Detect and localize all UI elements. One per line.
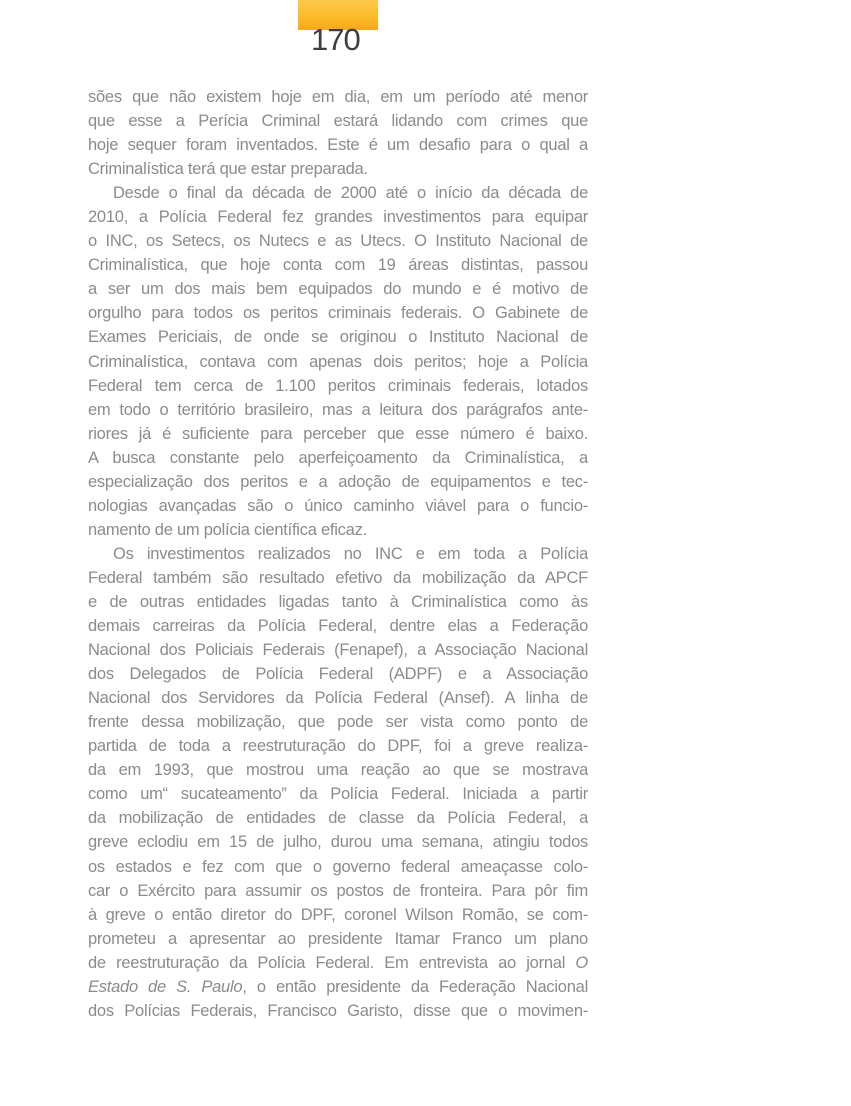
- text-line: à greve o então diretor do DPF, coronel Wilson Romão, se com-: [88, 905, 588, 924]
- text-line: da em 1993, que mostrou uma reação ao que se mostrava: [88, 761, 588, 780]
- text-line: dos Delegados de Polícia Federal (ADPF) e a Associação: [88, 665, 588, 684]
- text-line: o INC, os Setecs, os Nutecs e as Utecs. O Instituto Nacional de: [88, 232, 588, 251]
- text-line: Criminalística, que hoje conta com 19 áreas distintas, passou: [88, 256, 588, 275]
- text-line: 2010, a Polícia Federal fez grandes investimentos para equipar: [88, 208, 588, 227]
- text-line: riores já é suficiente para perceber que esse número é baixo.: [88, 424, 588, 443]
- text-line: sões que não existem hoje em dia, em um período até menor: [88, 88, 588, 106]
- text-line: orgulho para todos os peritos criminais federais. O Gabinete de: [88, 304, 588, 323]
- text-line: Criminalística terá que estar preparada.: [88, 160, 368, 179]
- text-line: Desde o final da década de 2000 até o início da década de: [113, 184, 588, 203]
- text-line: frente dessa mobilização, que pode ser vista como ponto de: [88, 713, 588, 732]
- text-line: Os investimentos realizados no INC e em toda a Polícia: [113, 544, 588, 563]
- text-line: A busca constante pelo aperfeiçoamento da Criminalística, a: [88, 448, 588, 467]
- text-line: prometeu a apresentar ao presidente Itamar Franco um plano: [88, 929, 588, 948]
- text-column: [88, 85, 588, 1023]
- text-line: Nacional dos Servidores da Polícia Federal (Ansef). A linha de: [88, 689, 588, 708]
- text-line: greve eclodiu em 15 de julho, durou uma semana, atingiu todos: [88, 833, 588, 852]
- text-line: que esse a Perícia Criminal estará lidando com crimes que: [88, 112, 588, 131]
- text-line: especialização dos peritos e a adoção de equipamentos e tec-: [88, 472, 588, 491]
- text-line: nologias avançadas são o único caminho viável para o funcio-: [88, 496, 588, 515]
- italic-text-segment: O: [575, 953, 588, 972]
- text-line: dos Polícias Federais, Francisco Garisto, disse que o movimen-: [88, 1001, 588, 1020]
- text-line: e de outras entidades ligadas tanto à Criminalística como às: [88, 592, 588, 611]
- page-number: 170: [311, 22, 360, 57]
- italic-text-segment: Estado de S. Paulo: [88, 977, 243, 996]
- text-line: [88, 975, 588, 999]
- text-line: Federal também são resultado efetivo da mobilização da APCF: [88, 568, 588, 587]
- text-line: hoje sequer foram inventados. Este é um desafio para o qual a: [88, 136, 588, 155]
- text-line: namento de um polícia científica eficaz.: [88, 520, 367, 539]
- text-line: em todo o território brasileiro, mas a leitura dos parágrafos ante-: [88, 400, 588, 419]
- text-line: Nacional dos Policiais Federais (Fenapef), a Associação Nacional: [88, 641, 588, 660]
- text-line: Federal tem cerca de 1.100 peritos criminais federais, lotados: [88, 376, 588, 395]
- text-line: Criminalística, contava com apenas dois peritos; hoje a Polícia: [88, 352, 588, 371]
- text-line: partida de toda a reestruturação do DPF, foi a greve realiza-: [88, 737, 588, 756]
- text-segment: , o então presidente da Federação Nacional: [242, 977, 588, 996]
- text-line: [88, 951, 588, 975]
- text-line: os estados e fez com que o governo federal ameaçasse colo-: [88, 857, 588, 876]
- text-line: da mobilização de entidades de classe da Polícia Federal, a: [88, 809, 588, 828]
- text-line: a ser um dos mais bem equipados do mundo e é motivo de: [88, 280, 588, 299]
- text-line: demais carreiras da Polícia Federal, dentre elas a Federação: [88, 617, 588, 636]
- text-line: Exames Periciais, de onde se originou o Instituto Nacional de: [88, 328, 588, 347]
- text-line: car o Exército para assumir os postos de fronteira. Para pôr fim: [88, 881, 588, 900]
- text-segment: de reestruturação da Polícia Federal. Em entrevista ao jornal: [88, 953, 576, 972]
- text-line: como um“ sucateamento” da Polícia Federal. Iniciada a partir: [88, 785, 588, 804]
